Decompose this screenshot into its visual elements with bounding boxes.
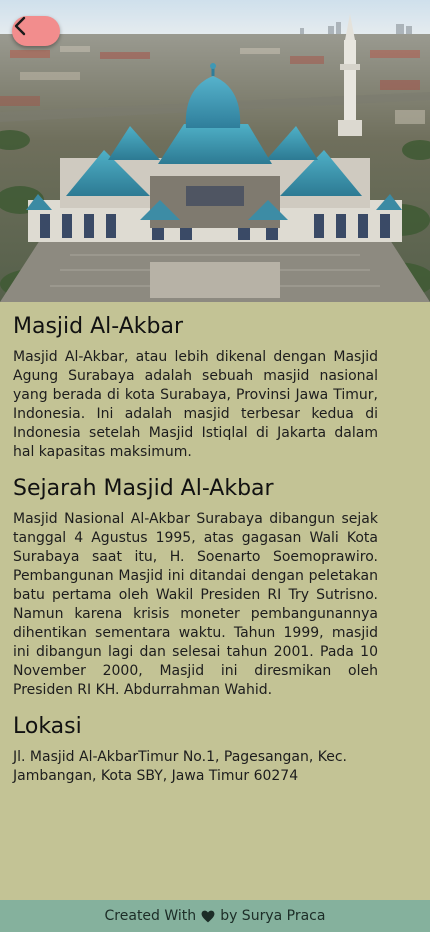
history-text: Masjid Nasional Al-Akbar Surabaya dibangun sejak tanggal 4 Agustus 1995, atas gagasan Wali Kota Surabaya saat itu, H. Soenarto Soemoprawiro. Pembangunan Masjid ini ditandai dengan peletakan batu pertama oleh Wakil Presiden RI Try Sutrisno. Namun karena krisis moneter pembangunannya dihentikan sementara waktu. Tahun 1999, masjid ini dibangun lagi dan selesai tahun 2001. Pada 10 November 2000, Masjid ini diresmikan oleh Presiden RI KH. Abdurrahman Wahid. <box>13 511 378 698</box>
hero-image <box>0 0 430 302</box>
heart-icon <box>201 910 215 923</box>
about-section <box>13 312 378 462</box>
history-section <box>13 474 378 700</box>
back-button[interactable] <box>12 16 60 46</box>
footer-prefix: Created With <box>104 908 197 924</box>
mosque-illustration <box>0 0 430 302</box>
page-title: Masjid Al-Akbar <box>13 314 184 339</box>
content <box>13 312 378 786</box>
location-section <box>13 712 378 786</box>
location-address: Jl. Masjid Al-AkbarTimur No.1, Pagesangan, Kec. Jambangan, Kota SBY, Jawa Timur 60274 <box>13 749 348 784</box>
location-title: Lokasi <box>13 714 82 739</box>
footer-suffix: by Surya Praca <box>220 908 326 924</box>
history-title: Sejarah Masjid Al-Akbar <box>13 476 274 501</box>
about-text: Masjid Al-Akbar, atau lebih dikenal dengan Masjid Agung Surabaya adalah sebuah masjid nasional yang berada di kota Surabaya, Provinsi Jawa Timur, Indonesia. Ini adalah masjid terbesar kedua di Indonesia setelah Masjid Istiqlal di Jakarta dalam hal kapasitas maksimum. <box>13 349 378 460</box>
footer <box>0 900 430 932</box>
chevron-left-icon <box>12 16 28 36</box>
